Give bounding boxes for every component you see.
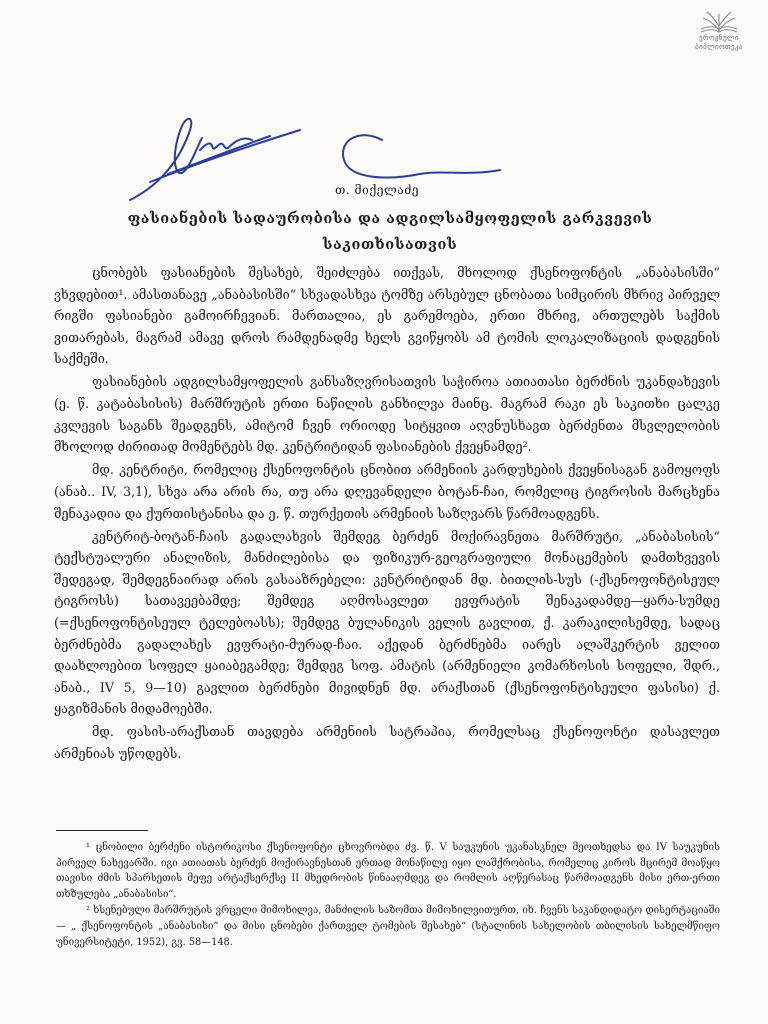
footnote: ¹ ცნობილი ბერძენი ისტორიკოსი ქსენოფონტი ცხოვრობდა ძვ. წ. V საუკუნის უკანასკნელ მეოთხედსა და IV საუკუნის პირველ ნახევარში. იგი ათიათას ბერძენ მოქირავნესთან ერთად მონაწილე იყო ლაშქრობისა, რომელიც კიროს მცირემ მოაწყო თავისი ძმის სპარსეთის მეფე არტაქსერქსე II მხედრობის წინააღმდეგ და რომლის აღწერასაც წარმოადგენს მისი ერთ-ერთი თხზულება „ანაბასისი“. (56, 842, 720, 900)
footnote-divider (56, 830, 148, 831)
body-paragraph: კენტრიტ-ბოტან-ჩაის გადალახვის შემდეგ ბერძენ მოქირავნეთა მარშრუტი, „ანაბასისის“ ტექსტუალური ანალიზის, მანძილებისა და ფიზიკურ-გეოგრაფიული მონაცემების დამთხვევის შედეგად, შემდეგნაირად არის გასააზრებელი: კენტრიტიდან მდ. ბითლის-სუს (-ქსენოფონტისეულ ტიგროსს) სათავეებამდე; შემდეგ აღმოსავლეთ ევფრატის შენაკადამდე—ყარა-სუმდე (=ქსენოფონტისეულ ტელებოასს); შემდეგ ბულანიკის ველის გავლით, ქ. კარაკილისემდე, სადაც ბერძნებმა გადალახეს ევფრატი-მურად-ჩაი. აქედან ბერძნებმა იარეს ალაშკერტის ველით დაახლოებით სოფელ ყაიაბეგამდე; შემდეგ სოფ. ამატის (არმენიელი კომარხოსის სოფელი, შდრ., ანაბ., IV 5, 9—10) გავლით ბერძნები მივიდნენ მდ. არაქსთან (ქსენოფონტისეული ფასისი) ქ. ყაგიზმანის მიდამოებში. (54, 528, 720, 717)
author-name: თ. მიქელაძე (335, 183, 420, 197)
logo-text-line-2: ბიბლიოთეკა (695, 43, 743, 51)
body-paragraph: ცნობებს ფასიანების შესახებ, შეიძლება ითქვას, მხოლოდ ქსენოფონტის „ანაბასისში“ ვხვდებით¹. ამასთანავე „ანაბასისში“ სხვადასხვა ტომზე არსებულ ცნობათა სიმცირის მხრივ პირველ რიგში ფასიანები გამოირჩევიან. მართალია, ეს გარემოება, ერთი მხრივ, ართულებს საქმის ვითარებას, მაგრამ ამავე დროს რამდენადმე ხელს გვიწყობს ამ ტომის ლოკალიზაციის დადგენის საქმეში. (54, 265, 720, 367)
footnotes (56, 840, 720, 951)
handwritten-signature (120, 100, 520, 220)
library-logo (683, 8, 755, 70)
logo-text-line-1: ეროვნული (699, 34, 739, 42)
article-title: ფასიანების სადაურობისა და ადგილსამყოფელის გარკვევის საკითხისათვის (127, 210, 653, 253)
article-body (54, 262, 720, 766)
body-paragraph: მდ. ფასის-არაქსთან თავდება არმენიის სატრაპია, რომელსაც ქსენოფონტი დასავლეთ არმენიას უწოდებს. (54, 724, 720, 762)
book-leaves-icon (697, 8, 741, 34)
footnote: ² ხსენებული მარშრუტის ვრცელი მიმოხილვა, მანძილის საზომთა მიმოხილვითურთ, იხ. ჩვენს საკანდიდატო დისერტაციაში— „ ქსენოფონტის „ანაბასისი“ და მისი ცნობები ქართველ ტომების შესახებ“ (სტალინის სახელობის თბილისის სახელმწიფო უნივერსიტეტი, 1952), გვ. 58—148. (56, 905, 720, 948)
body-paragraph: მდ. კენტრიტი, რომელიც ქსენოფონტის ცნობით არმენიის კარდუხების ქვეყნისაგან გამოყოფს (ანაბ.. IV, 3,1), სხვა არა არის რა, თუ არა დღევანდელი ბოტან-ჩაი, რომელიც ტიგროსის მარცხენა შენაკადია და ქურთისტანისა და ე. წ. თურქეთის არმენიის საზღვარს წარმოადგენს. (54, 462, 720, 521)
body-paragraph: ფასიანების ადგილსამყოფელის განსაზღვრისათვის საჭიროა ათიათასი ბერძნის უკანდახევის (ე. წ. კატაბასისის) მარშრუტის ერთი ნაწილის განხილვა მაინც. მაგრამ რაკი ეს საკითხი ცალკე კვლევის საგანს შეადგენს, ამიტომ ჩვენ ორიოდე სიტყვით აღვნუსხავთ ბერძენთა მსვლელობის მხოლოდ ძირითად მომენტებს მდ. კენტრიტიდან ფასიანების ქვეყნამდე². (54, 374, 720, 455)
